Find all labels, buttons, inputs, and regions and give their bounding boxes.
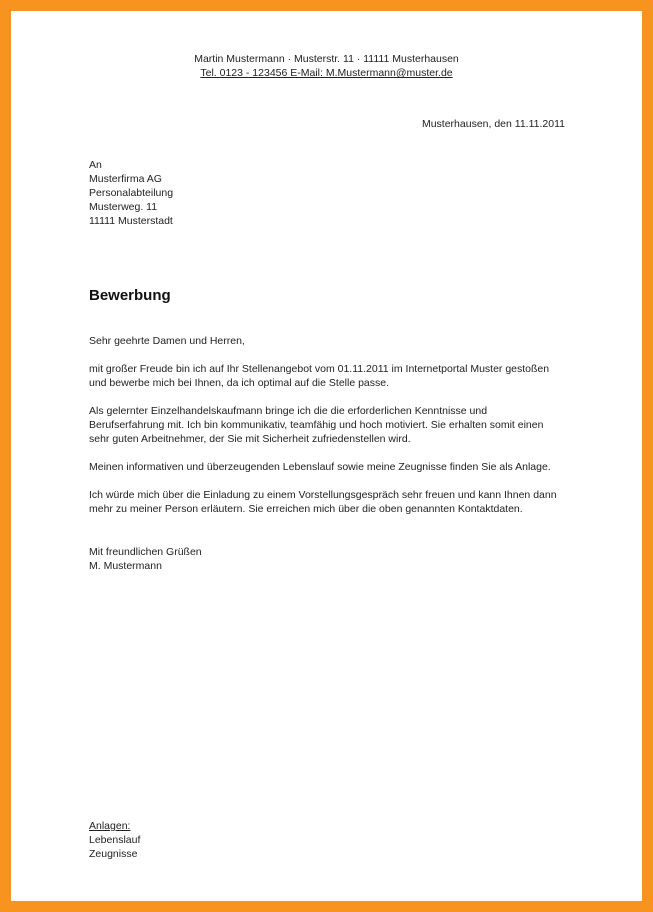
attachments-label: Anlagen:: [89, 820, 131, 832]
attachment-item: Lebenslauf: [89, 834, 141, 846]
paragraph-line: Ich würde mich über die Einladung zu einem Vorstellungsgespräch sehr freuen und kann Ihnen dann: [89, 489, 557, 501]
paragraph-line: und bewerbe mich bei Ihnen, da ich optimal auf die Stelle passe.: [89, 377, 390, 389]
paragraph-line: sehr guten Arbeitnehmer, der Sie mit Sicherheit zufriedenstellen wird.: [89, 433, 411, 445]
recipient-line: 11111 Musterstadt: [89, 215, 173, 227]
paragraph-line: mehr zu meiner Person erläutern. Sie erreichen mich über die oben genannten Kontaktdaten.: [89, 503, 523, 515]
sender-address: Martin Mustermann · Musterstr. 11 · 11111 Musterhausen: [194, 53, 459, 65]
recipient-line: Musterfirma AG: [89, 173, 162, 185]
paragraph-line: mit großer Freude bin ich auf Ihr Stellenangebot vom 01.11.2011 im Internetportal Muster gestoßen: [89, 363, 550, 375]
salutation: Sehr geehrte Damen und Herren,: [89, 335, 245, 347]
sender-contact: Tel. 0123 - 123456 E-Mail: M.Mustermann@muster.de: [200, 67, 453, 79]
paragraph-line: Meinen informativen und überzeugenden Lebenslauf sowie meine Zeugnisse finden Sie als Anlage.: [89, 461, 551, 473]
attachment-item: Zeugnisse: [89, 848, 138, 860]
letter-subject: Bewerbung: [89, 287, 171, 304]
signature-name: M. Mustermann: [89, 560, 162, 572]
letter-date: Musterhausen, den 11.11.2011: [421, 118, 565, 130]
recipient-line: An: [89, 159, 102, 171]
paragraph-line: Berufserfahrung mit. Ich bin kommunikativ, teamfähig und hoch motiviert. Sie erhalten somit einen: [89, 419, 544, 431]
closing-greeting: Mit freundlichen Grüßen: [89, 546, 202, 558]
recipient-line: Musterweg. 11: [89, 201, 158, 213]
paragraph-line: Als gelernter Einzelhandelskaufmann bringe ich die die erforderlichen Kenntnisse und: [89, 405, 488, 417]
recipient-line: Personalabteilung: [89, 187, 174, 199]
